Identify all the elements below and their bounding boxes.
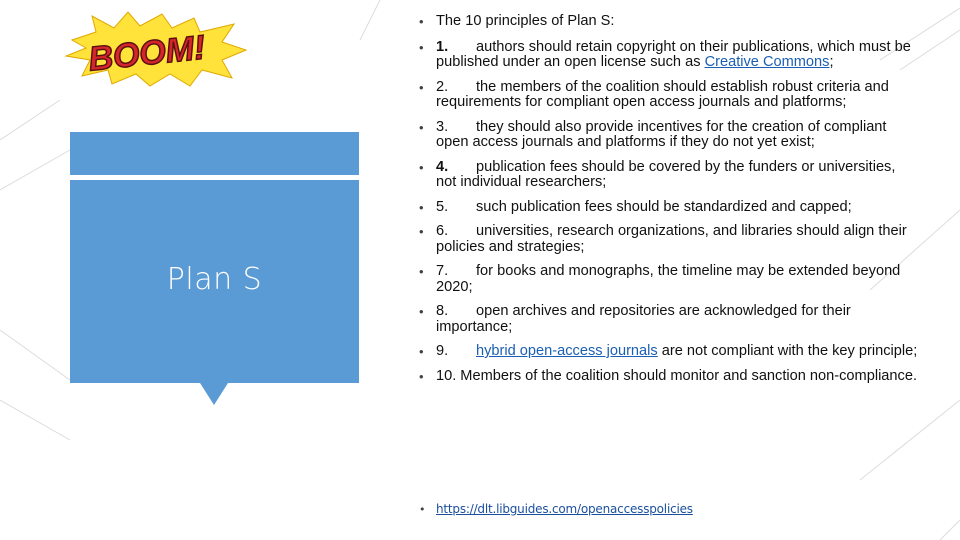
bullet-icon: • <box>419 304 424 319</box>
bullet-icon: • <box>419 79 424 95</box>
list-item: • 4. publication fees should be covered by the funders or universities, not individual researchers; <box>419 158 896 190</box>
bullet-icon: • <box>419 39 424 55</box>
bullet-icon: • <box>419 344 424 359</box>
list-item: • 5. such publication fees should be standardized and capped; <box>419 198 852 215</box>
list-intro: • The 10 principles of Plan S: <box>419 13 615 29</box>
principles-list <box>419 14 919 391</box>
list-item: • 3. they should also provide incentives for the creation of compliant open access journals and platforms if they do not yet exist; <box>419 118 887 150</box>
bullet-icon: • <box>419 264 424 279</box>
boom-burst-graphic <box>62 10 248 88</box>
source-url-link[interactable]: https://dlt.libguides.com/openaccesspolicies <box>436 502 693 516</box>
list-item: • 10. Members of the coalition should monitor and sanction non-compliance. <box>419 367 918 384</box>
bullet-icon: • <box>419 503 426 516</box>
bullet-icon: • <box>419 368 424 384</box>
header-panel <box>70 132 359 175</box>
bullet-icon: • <box>419 199 424 215</box>
creative-commons-link[interactable]: Creative Commons <box>704 54 830 70</box>
bullet-icon: • <box>419 224 424 239</box>
panel-pointer <box>200 383 228 405</box>
list-item: • 2. the members of the coalition should establish robust criteria and requirements for compliant open access journals and platforms; <box>419 78 889 110</box>
list-item: • 6. universities, research organizations, and libraries should align their policies and strategies; <box>419 223 907 255</box>
burst-word: BOOM! <box>86 28 208 79</box>
bullet-icon: • <box>419 119 424 135</box>
bullet-icon: • <box>419 159 424 175</box>
bullet-icon: • <box>419 14 424 29</box>
list-item: • 7. for books and monographs, the timeline may be extended beyond 2020; <box>419 263 901 295</box>
list-item: • 8. open archives and repositories are acknowledged for their importance; <box>419 303 851 335</box>
source-link-item <box>419 502 693 516</box>
list-item: • 1. authors should retain copyright on their publications, which must be published under an open license such as Creative Commons; <box>419 38 911 70</box>
hybrid-open-access-link[interactable]: hybrid open-access journals <box>476 343 658 359</box>
list-item: • 9. hybrid open-access journals are not compliant with the key principle; <box>419 343 918 359</box>
slide-title: Plan S <box>166 262 263 297</box>
